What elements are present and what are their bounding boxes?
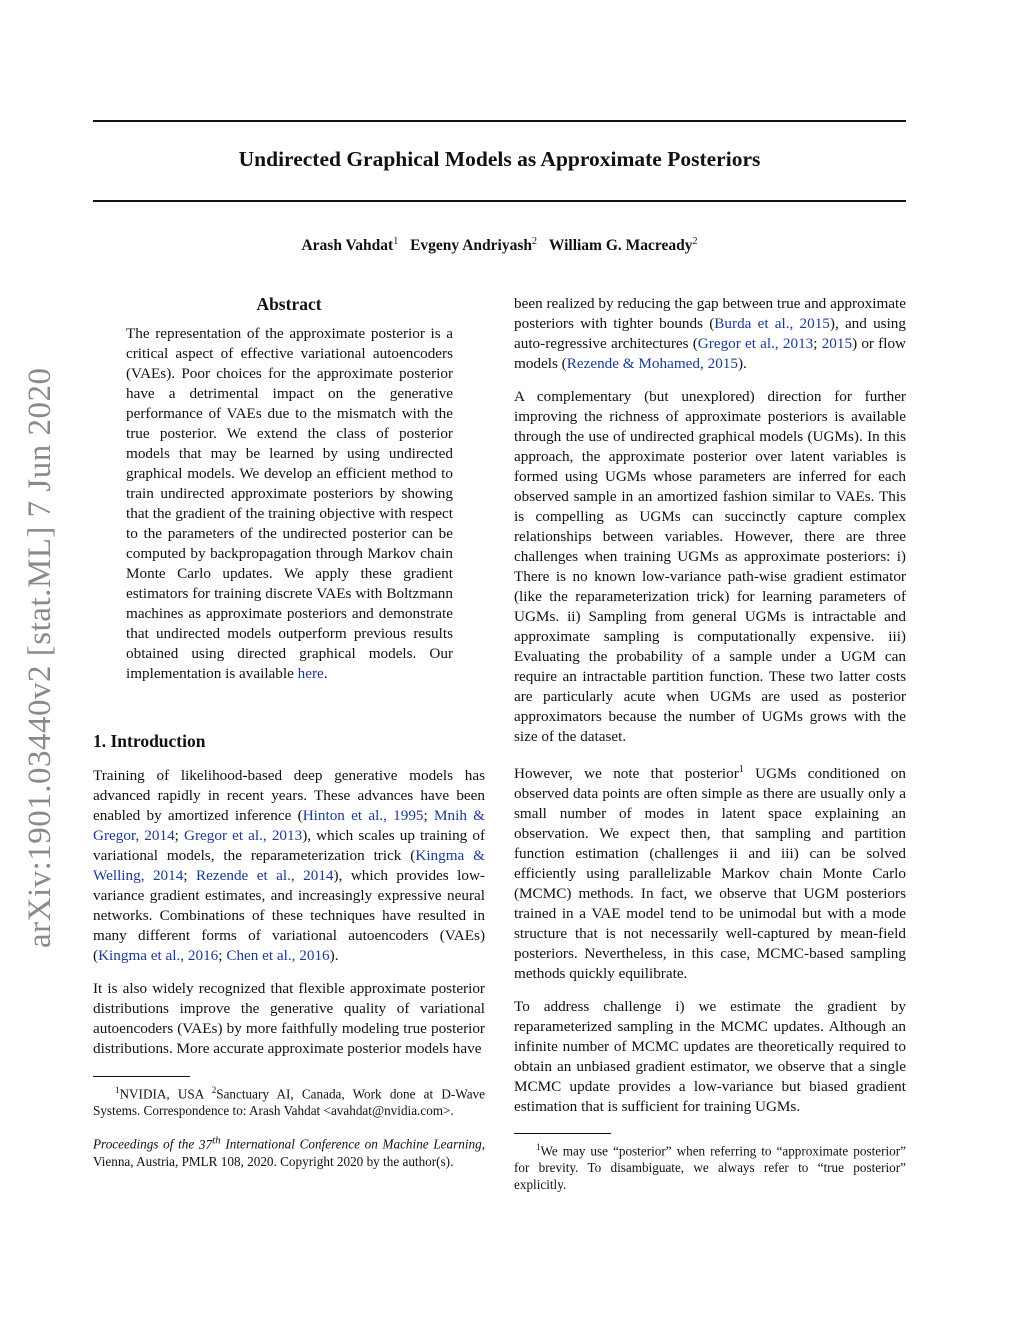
author-affil: 2 (692, 236, 698, 247)
text-run: ), which scales up training of variational models, the reparameterization trick ( (93, 827, 485, 864)
citation-link[interactable]: Kingma et al., 2016 (98, 947, 219, 964)
citation-link[interactable]: Chen et al., 2016 (226, 947, 330, 964)
intro-paragraph-5: To address challenge i) we estimate the gradient by reparameterized sampling in the MCMC updates. Although an infinite number of MCMC updates are theoretically required to obtain an unbiased gradient estimator, we observe that a single MCMC update provides a low-variance but biased gradient estimation that is sufficient for training UGMs. (514, 998, 906, 1116)
citation-link[interactable]: Hinton et al., 1995 (302, 807, 424, 824)
text-run: ; (183, 867, 196, 884)
p4-text-b: UGMs conditioned on observed data points are often simple as there are usually only a small number of modes in latent space explaining an observation. We expect then, that sampling and partition function estimation (challenges ii and iii) can be solved efficiently using parallelizable Markov chain Monte Carlo (MCMC) methods. In fact, we observe that UGM posteriors trained in a VAE model tend to be unimodal but with a mode structure that is not necessarily well-captured by mean-field posteriors. Nevertheless, in this case, MCMC-based sampling methods quickly equilibrate. (514, 765, 906, 983)
text-run: Training of likelihood-based deep generative models has advanced rapidly in recent years. These advances have been enabled by amortized inference ( (93, 767, 485, 824)
p4-text-a: However, we note that posterior (514, 765, 739, 783)
footnote-affiliations (93, 1076, 485, 1170)
intro-paragraph-1 (93, 766, 485, 966)
author-3 (549, 237, 698, 254)
text-run: ) or flow models ( (514, 335, 907, 372)
text-run: been realized by reducing the gap between true and approximate posteriors with tighter bounds ( (514, 295, 906, 332)
text-run: ; (218, 947, 227, 964)
proceedings-italic-b: International Conference on Machine Learning (220, 1136, 482, 1152)
footnote-1-mark: 1 (536, 1142, 541, 1152)
proceedings-number: 37 (198, 1136, 213, 1152)
intro-paragraph-3: A complementary (but unexplored) direction for further improving the richness of approximate posteriors is available through the use of undirected graphical models (UGMs). In this approach, the approximate posterior over latent variables is formed using UGMs whose parameters are inferred for each observed sample in an amortized fashion similar to VAEs. This is compelling as UGMs can succinctly capture complex relationships between variables. However, there are three challenges when training UGMs as approximate posteriors: i) There is no known low-variance path-wise gradient estimator (like the reparameterization trick) for learning parameters of UGMs. ii) Sampling from general UGMs is intractable and approximate sampling is computationally expensive. iii) Evaluating the probability of a sample under a UGM can require an intractable partition function. These two latter costs are particularly acute when UGMs are used as posterior approximators because the number of UGMs grows with the size of the dataset. (514, 388, 906, 745)
text-run: It is also widely recognized that flexible approximate posterior distributions improve the generative quality of variational autoencoders (VAEs) by more faithfully modeling true posterior distributions. More accurate approximate posterior models have (93, 980, 485, 1057)
top-rule-2 (93, 200, 906, 202)
text-run: ; (423, 807, 435, 824)
abstract-text (126, 324, 453, 684)
footnote-1-body: We may use “posterior” when referring to “approximate posterior” for brevity. To disambiguate, we always refer to “true posterior” explicitly. (514, 1143, 906, 1193)
author-affil: 2 (531, 236, 537, 247)
footnote-1 (514, 1133, 906, 1193)
arxiv-stamp: arXiv:1901.03440v2 [stat.ML] 7 Jun 2020 (22, 367, 58, 948)
proceedings-italic-a: Proceedings of the (93, 1136, 199, 1152)
footnote-1-text (514, 1139, 906, 1193)
top-rule-1 (93, 120, 906, 122)
author-name: Evgeny Andriyash (410, 237, 532, 255)
citation-link[interactable]: 2015 (821, 335, 853, 352)
citation-link[interactable]: Rezende et al., 2014 (196, 867, 334, 884)
intro-paragraph-4 (514, 760, 906, 984)
citation-link[interactable]: Burda et al., 2015 (714, 315, 830, 332)
affil-mark-2: 2 (211, 1085, 217, 1095)
right-column (514, 294, 906, 1117)
abstract-heading: Abstract (256, 294, 322, 314)
text-run: ), and using auto-regressive architectures ( (514, 315, 906, 352)
paper-title: Undirected Graphical Models as Approximate Posteriors (238, 147, 761, 171)
citation-link[interactable]: Rezende & Mohamed, 2015 (566, 355, 738, 372)
proceedings-ordinal: th (212, 1134, 221, 1147)
author-affil: 1 (393, 236, 399, 247)
left-column (93, 293, 485, 1059)
text-run: ), which provides low-variance gradient estimates, and increasingly expressive neural networks. Combinations of these techniques have resulted in many different forms of variational autoencoders (VAEs) ( (93, 867, 485, 964)
text-run: ). (737, 355, 747, 372)
proceedings-rest: , Vienna, Austria, PMLR 108, 2020. Copyright 2020 by the author(s). (93, 1136, 485, 1169)
author-name: William G. Macready (548, 237, 693, 255)
text-run: ; (174, 827, 184, 844)
text-run: ; (813, 335, 822, 352)
intro-paragraph-2 (93, 979, 485, 1059)
abstract-end: . (323, 665, 328, 682)
abstract-body: The representation of the approximate posterior is a critical aspect of effective variational autoencoders (VAEs). Poor choices for the approximate posterior have a detrimental impact on the generative performance of VAEs due to the mismatch with the true posterior. We extend the class of posterior models that may be learned by using undirected graphical models. We develop an efficient method to train undirected approximate posteriors by showing that the gradient of the training objective with respect to the parameters of the undirected posterior can be computed by backpropagation through Markov chain Monte Carlo updates. We apply these gradient estimators for training discrete VAEs with Boltzmann machines as approximate posteriors and demonstrate that undirected models outperform previous results obtained using directed graphical models. Our implementation is available (126, 325, 453, 682)
citation-link[interactable]: Kingma & Welling, 2014 (93, 847, 485, 884)
proceedings-note (93, 1132, 485, 1169)
author-2 (410, 237, 537, 254)
author-list (93, 236, 906, 255)
implementation-link[interactable]: here (297, 665, 324, 682)
affil-text-1: NVIDIA, USA (119, 1086, 212, 1102)
footnote-rule (93, 1076, 190, 1077)
citation-link[interactable]: Gregor et al., 2013 (697, 335, 814, 352)
intro-paragraph-2-continued (514, 294, 906, 374)
footnote-rule (514, 1133, 611, 1134)
affiliation-note (93, 1082, 485, 1119)
affil-mark-1: 1 (115, 1085, 120, 1095)
affil-text-2: Sanctuary AI, Canada, Work done at D-Wave Systems. Correspondence to: Arash Vahdat <avahdat@nvidia.com>. (93, 1086, 485, 1119)
author-name: Arash Vahdat (301, 237, 394, 255)
footnote-mark: 1 (738, 764, 744, 775)
text-run: ). (329, 947, 339, 964)
citation-link[interactable]: Gregor et al., 2013 (184, 827, 303, 844)
author-1 (301, 237, 398, 254)
section-heading-introduction: 1. Introduction (93, 731, 206, 751)
proceedings-math (198, 1134, 221, 1152)
citation-link[interactable]: Mnih & Gregor, 2014 (93, 807, 485, 844)
